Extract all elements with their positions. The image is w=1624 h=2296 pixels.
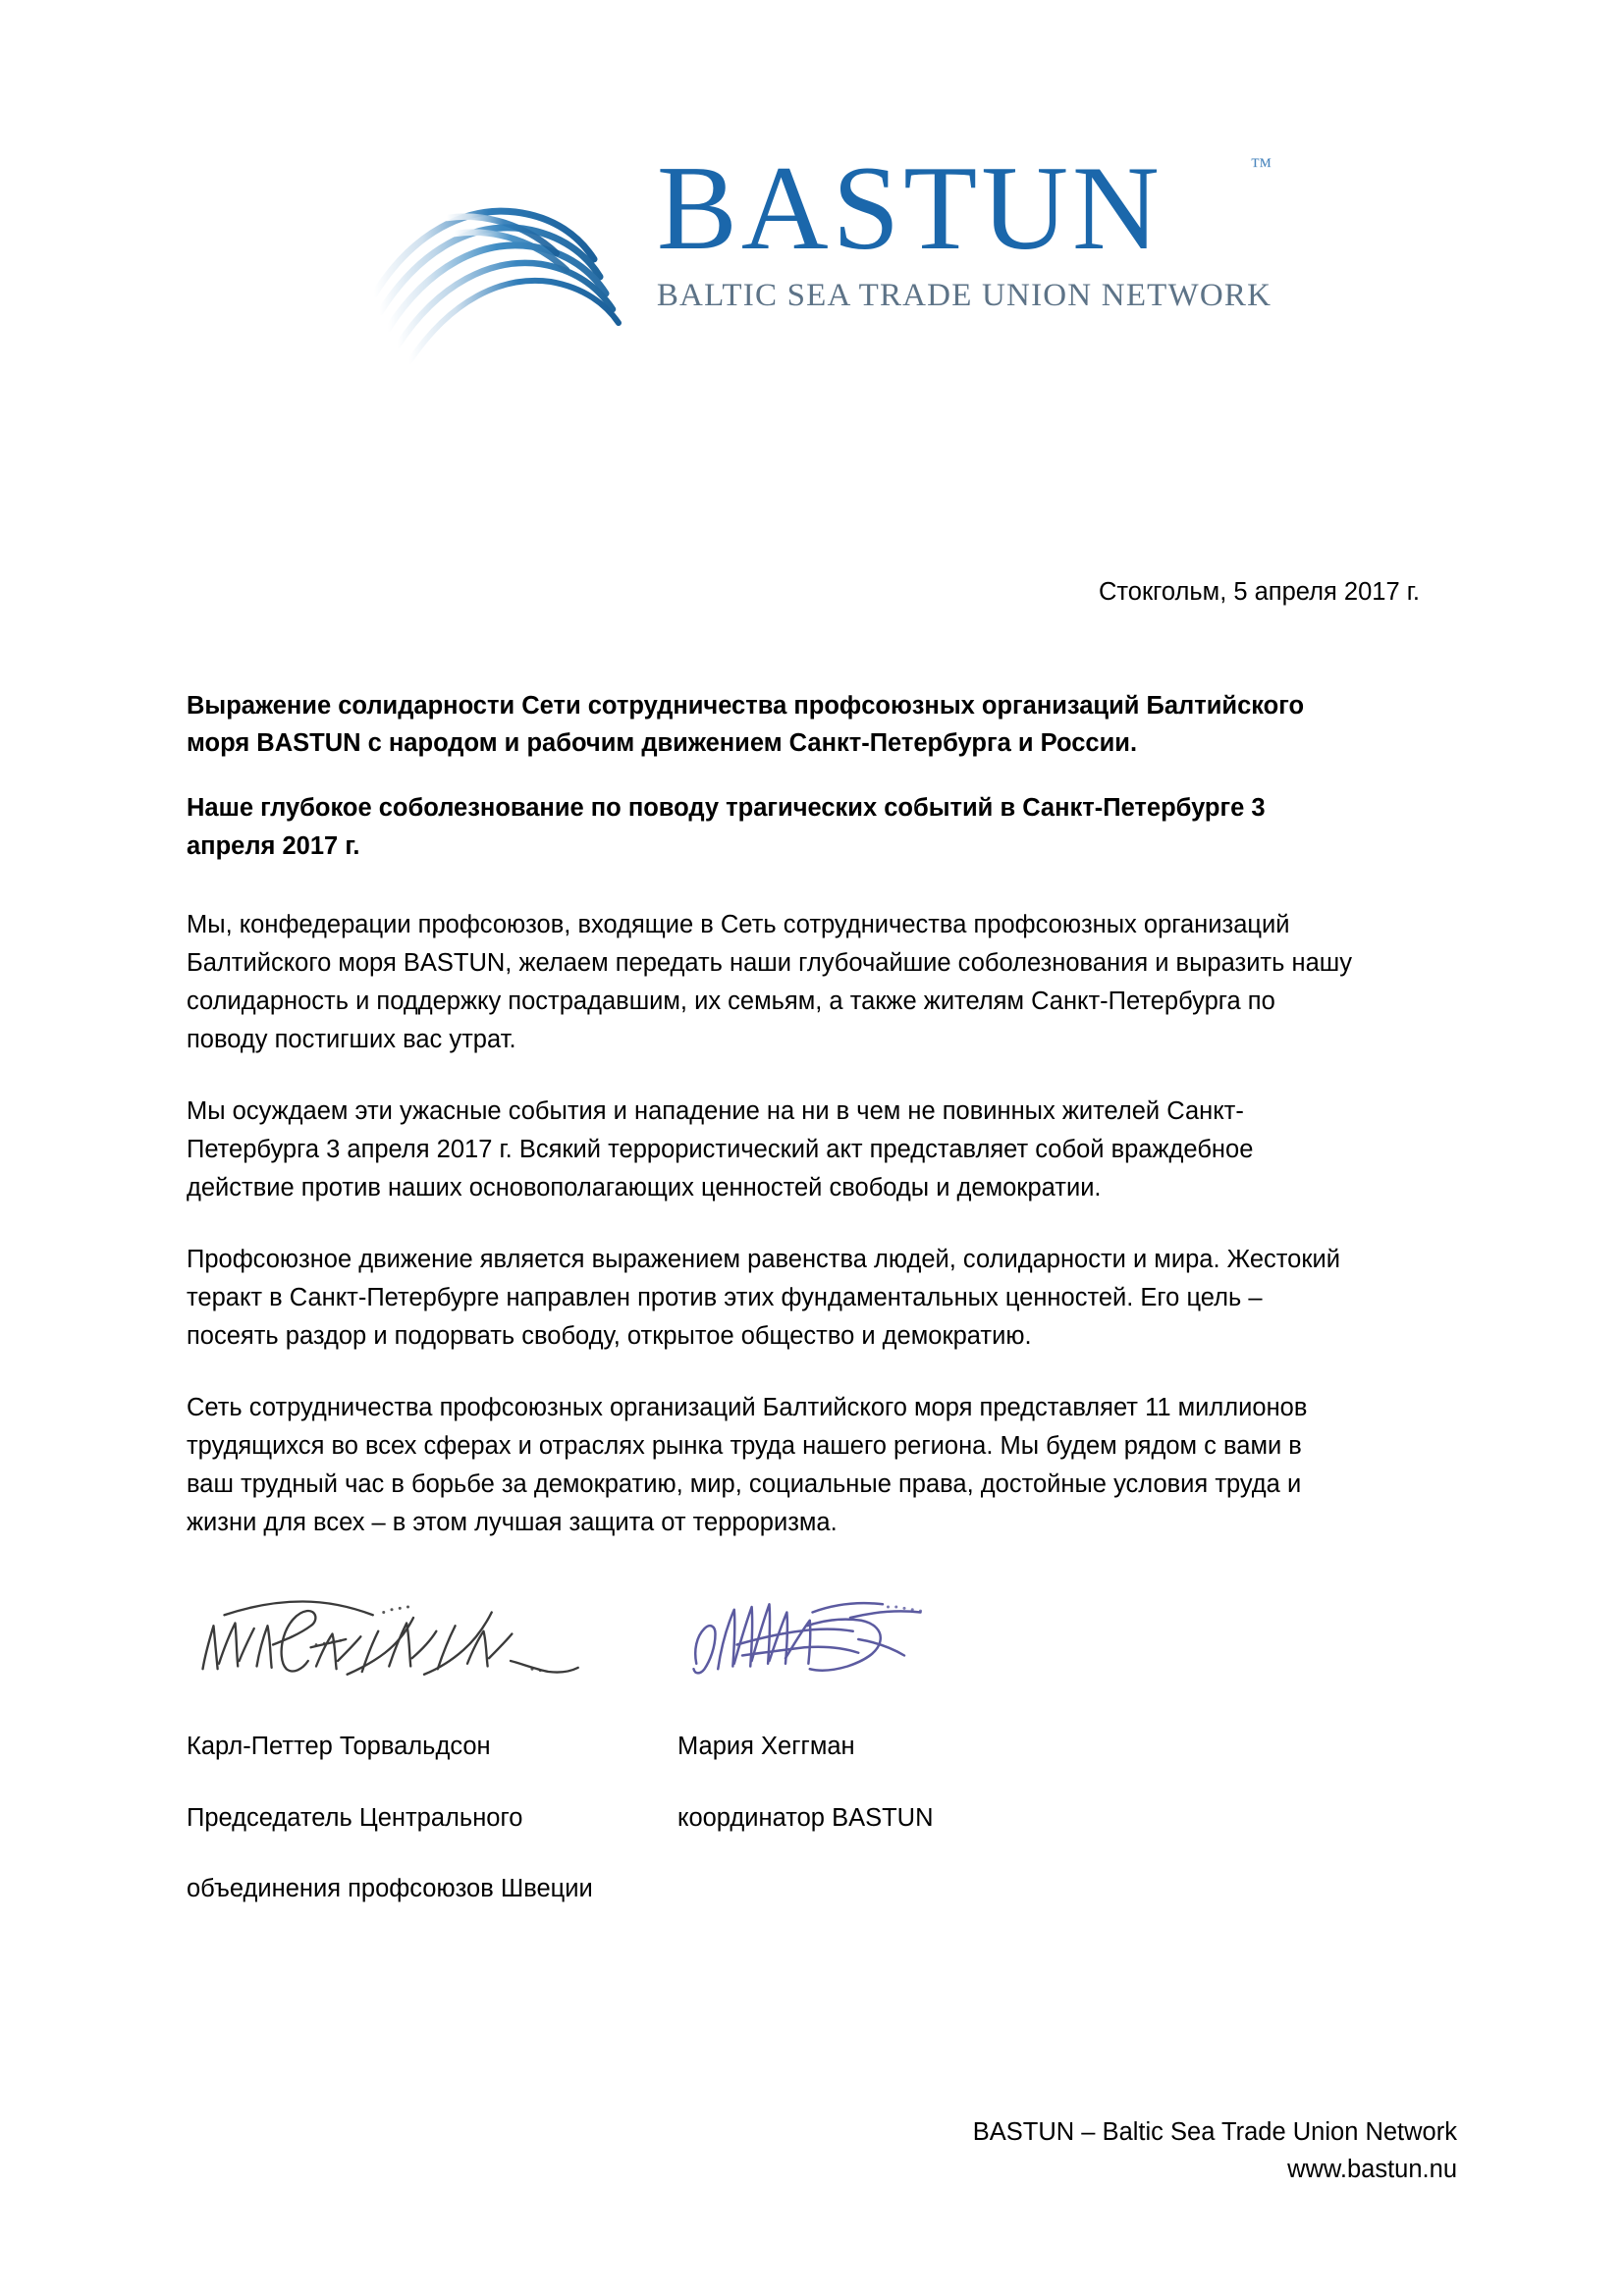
letter-paragraph-2: Мы осуждаем эти ужасные события и нападение на ни в чем не повинных жителей Санкт-Петербурга 3 апреля 2017 г. Всякий террористический акт представляет собой враждебное действие против наших основополагающих ценностей свободы и демократии.	[187, 1096, 1254, 1201]
page-footer	[0, 2113, 1457, 2189]
letter-heading-2: Наше глубокое соболезнование по поводу трагических событий в Санкт-Петербурге 3 апреля 2017 г.	[187, 794, 1266, 860]
letterhead	[0, 140, 1624, 375]
logo-wordmark-text: BASTUN	[656, 140, 1164, 275]
logo-wordmark	[656, 140, 1272, 275]
logo-text	[656, 140, 1272, 313]
handwritten-signature-icon	[677, 1585, 947, 1693]
footer-website: www.bastun.nu	[1287, 2155, 1457, 2183]
trademark-symbol: ™	[1250, 153, 1272, 178]
letter-heading-1: Выражение солидарности Сети сотрудничества профсоюзных организаций Балтийского моря BASTUN с народом и рабочим движением Санкт-Петербурга и России.	[187, 691, 1305, 758]
signatory-1-title-line-1: Председатель Центрального	[187, 1803, 523, 1832]
logo-tagline: BALTIC SEA TRADE UNION NETWORK	[656, 278, 1272, 313]
footer-organization: BASTUN – Baltic Sea Trade Union Network	[972, 2117, 1457, 2146]
handwritten-signature-icon	[187, 1585, 592, 1693]
wave-lines-icon	[352, 179, 647, 375]
dateline: Стокгольм, 5 апреля 2017 г.	[1098, 578, 1420, 606]
letter-body	[187, 574, 1441, 1575]
signatory-2-title-line-1: координатор BASTUN	[677, 1803, 934, 1832]
letter-paragraph-3: Профсоюзное движение является выражением равенства людей, солидарности и мира. Жестокий теракт в Санкт-Петербурге направлен против этих фундаментальных ценностей. Его цель – посеять раздор и подорвать свободу, открытое общество и демократию.	[187, 1245, 1341, 1350]
signatory-2-details	[677, 1693, 947, 1871]
signatory-2-name: Мария Хеггман	[677, 1733, 855, 1761]
signatory-1-details	[187, 1693, 677, 1942]
letter-paragraph-1: Мы, конфедерации профсоюзов, входящие в Сеть сотрудничества профсоюзных организаций Балтийского моря BASTUN, желаем передать наши глубочайшие соболезнования и выразить нашу солидарность и поддержку пострадавшим, их семьям, а также жителям Санкт-Петербурга по поводу постигших вас утрат.	[187, 910, 1352, 1053]
signatory-2	[677, 1585, 947, 1942]
signatory-1	[187, 1585, 677, 1942]
signature-block	[187, 1585, 1441, 1942]
signatory-1-title-line-2: объединения профсоюзов Швеции	[187, 1875, 593, 1903]
bastun-logo	[352, 140, 1272, 375]
signatory-1-name: Карл-Петтер Торвальдсон	[187, 1733, 491, 1761]
letter-paragraph-4: Сеть сотрудничества профсоюзных организаций Балтийского моря представляет 11 миллионов трудящихся во всех сферах и отраслях рынка труда нашего региона. Мы будем рядом с вами в ваш трудный час в борьбе за демократию, мир, социальные права, достойные условия труда и жизни для всех – в этом лучшая защита от терроризма.	[187, 1393, 1308, 1536]
